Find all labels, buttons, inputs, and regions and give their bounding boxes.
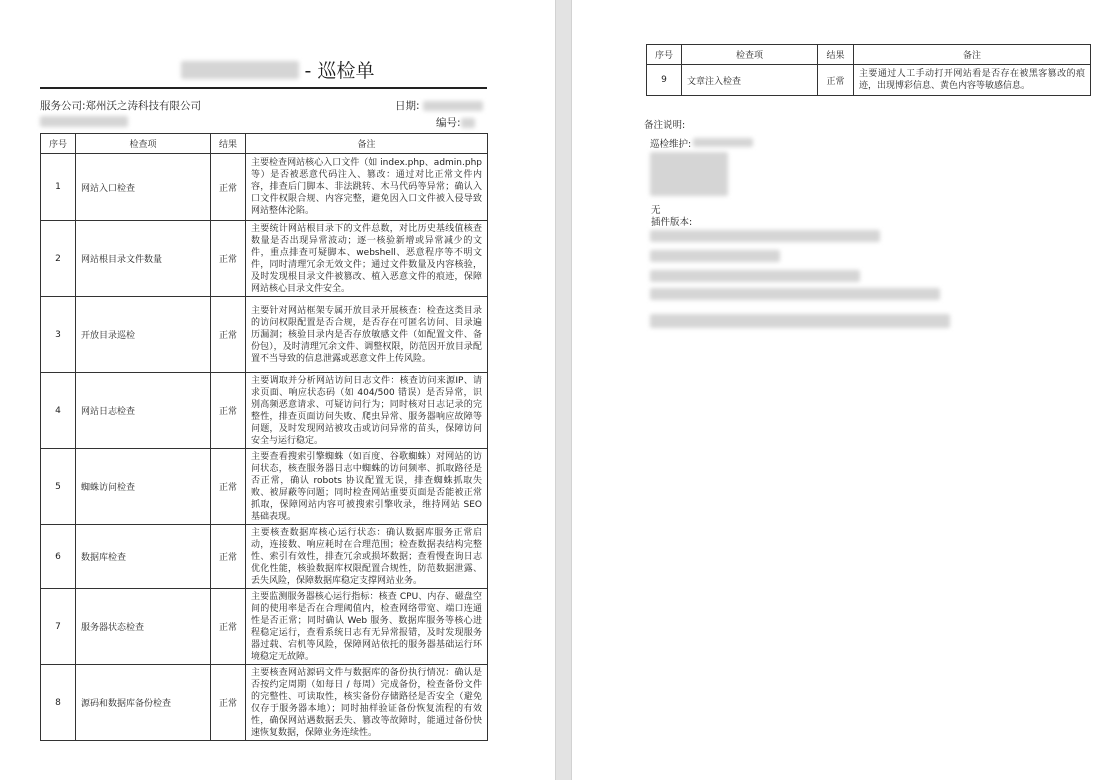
row-no: 8 [41, 665, 76, 741]
remarks-none: 无 [651, 205, 661, 216]
row-no: 5 [41, 449, 76, 525]
table-row [41, 373, 488, 449]
row-no: 3 [41, 297, 76, 373]
row-result: 正常 [211, 221, 246, 297]
row-no: 2 [41, 221, 76, 297]
row-item: 网站根目录文件数量 [76, 221, 211, 297]
table-row [647, 65, 1091, 96]
document-page-2 [572, 0, 1118, 780]
document-title [0, 56, 555, 83]
inspection-table [40, 133, 488, 741]
row-item: 数据库检查 [76, 525, 211, 589]
redacted-block-1 [650, 152, 728, 196]
row-note: 主要核查网站源码文件与数据库的备份执行情况：确认是否按约定周期（如每日 / 每周）完成备份，检查备份文件的完整性、可读取性，核实备份存储路径是否安全（避免仅存于服务器本地）；同时抽样验证备份恢复流程的有效性，确保网站遇数据丢失、篡改等故障时，能通过备份快速恢复数据，保障业务连续性。 [246, 665, 488, 741]
row-no: 7 [41, 589, 76, 665]
row-result: 正常 [211, 297, 246, 373]
date-label [395, 98, 483, 113]
row-result: 正常 [211, 589, 246, 665]
row-no: 1 [41, 154, 76, 221]
document-page-1 [0, 0, 555, 780]
remarks-maintenance-label: 巡检维护: [650, 139, 692, 150]
redacted-number [461, 118, 475, 128]
row-no: 4 [41, 373, 76, 449]
row-result: 正常 [211, 665, 246, 741]
table-row [41, 297, 488, 373]
remarks-maintenance [650, 138, 753, 151]
inspection-table-continued [646, 44, 1091, 96]
row-note: 主要监测服务器核心运行指标：核查 CPU、内存、磁盘空间的使用率是否在合理阈值内，检查网络带宽、端口连通性是否正常；同时确认 Web 服务、数据库服务等核心进程稳定运行，查看系统日志有无异常报错，及时发现服务器过载、宕机等风险，保障网站依托的服务器基础运行环境稳定无故障。 [246, 589, 488, 665]
table-row [41, 525, 488, 589]
col-header-result: 结果 [818, 45, 854, 65]
redacted-client [40, 116, 128, 130]
number-label-text: 编号: [436, 117, 461, 129]
table-header-row [41, 134, 488, 154]
row-item: 文章注入检查 [682, 65, 818, 96]
redacted-box-1 [650, 152, 728, 196]
row-result: 正常 [211, 449, 246, 525]
page-separator [555, 0, 572, 780]
row-result: 正常 [818, 65, 854, 96]
number-label [436, 115, 475, 130]
redacted-block-2 [650, 230, 950, 328]
redacted-client-box [40, 116, 128, 127]
table-row [41, 665, 488, 741]
redacted-line [650, 250, 780, 262]
row-item: 网站入口检查 [76, 154, 211, 221]
redacted-maintenance [693, 138, 753, 147]
table-row [41, 589, 488, 665]
col-header-note: 备注 [246, 134, 488, 154]
row-item: 源码和数据库备份检查 [76, 665, 211, 741]
table-row [41, 449, 488, 525]
redacted-line [650, 230, 880, 242]
company-label: 服务公司:郑州沃之涛科技有限公司 [40, 100, 202, 112]
title-rule [40, 87, 487, 89]
row-note: 主要查看搜索引擎蜘蛛（如百度、谷歌蜘蛛）对网站的访问状态，核查服务器日志中蜘蛛的访问频率、抓取路径是否正常，确认 robots 协议配置无误，排查蜘蛛抓取失败、被屏蔽等问题；同时检查网站重要页面是否能被正常抓取，保障网站内容可被搜索引擎收录，维持网站 SEO 基础表现。 [246, 449, 488, 525]
remarks-title: 备注说明: [644, 120, 686, 131]
redacted-line [650, 314, 950, 328]
col-header-result: 结果 [211, 134, 246, 154]
row-note: 主要核查数据库核心运行状态：确认数据库服务正常启动，连接数、响应耗时在合理范围；检查数据表结构完整性、索引有效性，排查冗余或损坏数据；查看慢查询日志优化性能，核验数据库权限配置合规性，防范数据泄露、丢失风险，保障数据库稳定支撑网站业务。 [246, 525, 488, 589]
row-note: 主要通过人工手动打开网站看是否存在被黑客篡改的痕迹，出现博彩信息、黄色内容等敏感信息。 [854, 65, 1091, 96]
table-row [41, 154, 488, 221]
row-result: 正常 [211, 373, 246, 449]
redacted-company-name [181, 61, 299, 79]
row-note: 主要统计网站根目录下的文件总数，对比历史基线值核查数量是否出现异常波动；逐一核验新增或异常减少的文件，重点排查可疑脚本、webshell、恶意程序等不明文件，同时清理冗余无效文件；通过文件数量及内容核验，及时发现根目录文件被篡改、植入恶意文件的痕迹，保障网站核心目录文件安全。 [246, 221, 488, 297]
date-label-text: 日期: [395, 100, 420, 112]
row-note: 主要调取并分析网站访问日志文件：核查访问来源IP、请求页面、响应状态码（如 404/500 错误）是否异常，识别高频恶意请求、可疑访问行为；同时核对日志记录的完整性，排查页面访问失败、爬虫异常、服务器响应故障等问题，及时发现网站被攻击或访问异常的苗头，保障访问安全与运行稳定。 [246, 373, 488, 449]
redacted-date [423, 101, 483, 111]
table-header-row [647, 45, 1091, 65]
redacted-line [650, 270, 860, 282]
row-item: 开放目录巡检 [76, 297, 211, 373]
row-note: 主要针对网站框架专属开放目录开展核查：检查这类目录的访问权限配置是否合规，是否存在可匿名访问、目录遍历漏洞；核验目录内是否存放敏感文件（如配置文件、备份包），及时清理冗余文件、调整权限，防范因开放目录配置不当导致的信息泄露或恶意文件上传风险。 [246, 297, 488, 373]
title-text: - 巡检单 [304, 60, 375, 82]
row-note: 主要检查网站核心入口文件（如 index.php、admin.php 等）是否被恶意代码注入、篡改：通过对比正常文件内容，排查后门脚本、非法跳转、木马代码等异常；确认入口文件权限合规、内容完整，避免因入口文件被入侵导致网站整体沦陷。 [246, 154, 488, 221]
remarks-plugin-label: 插件版本: [651, 217, 693, 228]
redacted-line [650, 288, 940, 300]
row-no: 6 [41, 525, 76, 589]
row-item: 蜘蛛访问检查 [76, 449, 211, 525]
col-header-item: 检查项 [76, 134, 211, 154]
row-item: 网站日志检查 [76, 373, 211, 449]
col-header-item: 检查项 [682, 45, 818, 65]
row-result: 正常 [211, 525, 246, 589]
col-header-no: 序号 [647, 45, 682, 65]
remarks-plugin-version [651, 216, 692, 229]
row-result: 正常 [211, 154, 246, 221]
row-no: 9 [647, 65, 682, 96]
col-header-no: 序号 [41, 134, 76, 154]
table-row [41, 221, 488, 297]
row-item: 服务器状态检查 [76, 589, 211, 665]
col-header-note: 备注 [854, 45, 1091, 65]
